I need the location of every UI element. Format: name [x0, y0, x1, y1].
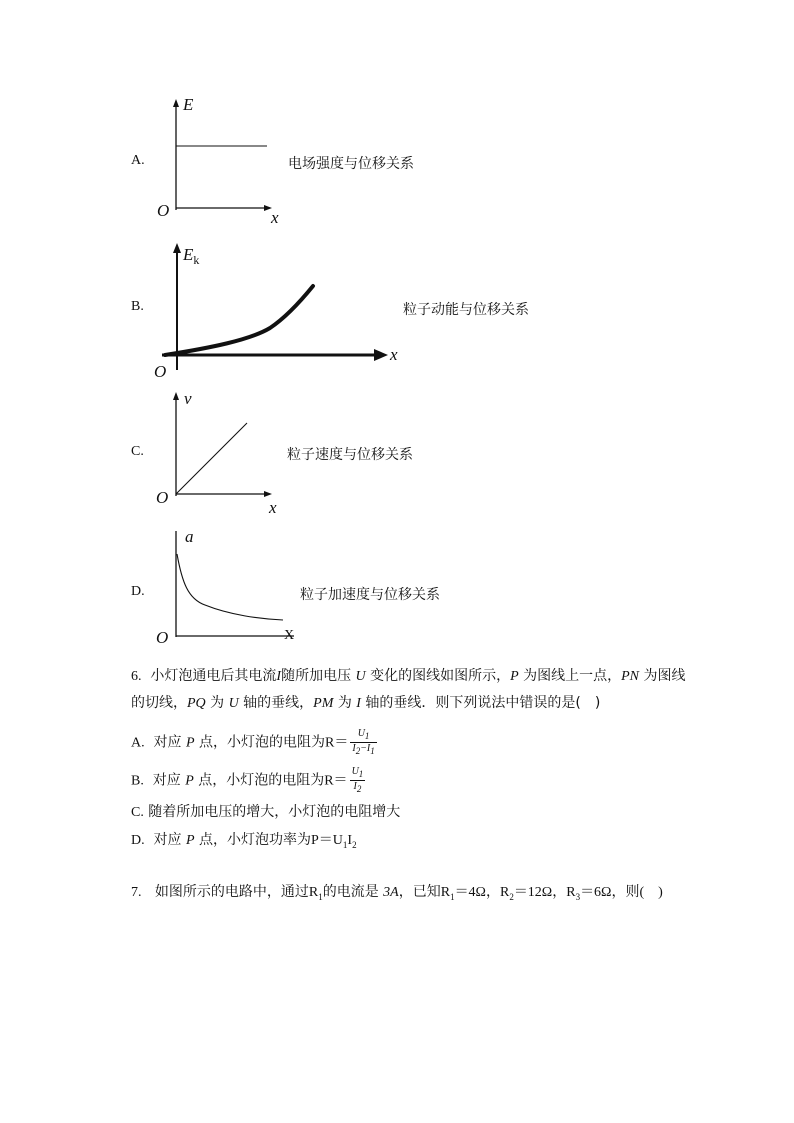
- q7-number: 7.: [131, 885, 142, 900]
- caption-c: 粒子速度与位移关系: [287, 447, 413, 463]
- graph-a: [150, 95, 290, 230]
- q7-line: 7. 如图所示的电路中，通过$R_1$的电流是 3A，已知$R_1=4\Omega$，$R_2=12\Omega$，$R_3=6\Omega$，则( ): [131, 884, 663, 902]
- x-axis-label: x: [271, 208, 279, 227]
- y-axis-label: $E_k$: [183, 245, 200, 267]
- fraction: $\frac{U_1}{I_2}$: [351, 766, 364, 794]
- option-c-letter: C.: [131, 444, 144, 459]
- q6-option-d[interactable]: D. 对应 P 点，小灯泡功率为$P=U_1I_2$: [131, 832, 357, 850]
- y-axis-label: E: [183, 95, 194, 114]
- x-axis-label: X: [284, 628, 295, 643]
- option-b-letter: B.: [131, 299, 144, 314]
- option-d-letter: D.: [131, 584, 145, 599]
- q6-option-a[interactable]: A. 对应 P 点，小灯泡的电阻为R＝ $\frac{U_1}{I_2-I_1}$: [131, 728, 375, 756]
- y-arrow: [173, 243, 181, 253]
- caption-b: 粒子动能与位移关系: [403, 302, 529, 318]
- x-axis-label: x: [390, 345, 398, 364]
- graph-c: [150, 388, 290, 518]
- q6-option-c[interactable]: C. 随着所加电压的增大，小灯泡的电阻增大: [131, 804, 401, 820]
- ek-curve: [165, 286, 313, 355]
- y-axis-label: a: [185, 527, 194, 546]
- x-axis-label: x: [269, 498, 277, 517]
- fraction: $\frac{U_1}{I_2-I_1}$: [352, 728, 375, 756]
- graph-d: [150, 527, 310, 647]
- q6-option-b[interactable]: B. 对应 P 点，小灯泡的电阻为R＝ $\frac{U_1}{I_2}$: [131, 766, 364, 794]
- caption-a: 电场强度与位移关系: [288, 156, 414, 172]
- origin-label: O: [156, 488, 169, 507]
- origin-label: O: [157, 201, 170, 220]
- q6-line2: 的切线，PQ 为 U 轴的垂线，PM 为 I 轴的垂线．则下列说法中错误的是( ): [131, 695, 601, 711]
- origin-label: O: [156, 628, 169, 647]
- velocity-line: [176, 423, 247, 494]
- y-arrow: [173, 99, 179, 107]
- x-arrow: [264, 491, 272, 497]
- option-a-letter: A.: [131, 153, 145, 168]
- q6-line1: 6. 小灯泡通电后其电流I随所加电压 U 变化的图线如图所示，P 为图线上一点，PN 为图线: [131, 668, 686, 684]
- acceleration-curve: [177, 554, 283, 620]
- y-axis-label: v: [184, 389, 192, 408]
- y-arrow: [173, 392, 179, 400]
- origin-label: O: [154, 362, 167, 381]
- x-arrow: [374, 349, 388, 361]
- caption-d: 粒子加速度与位移关系: [300, 587, 440, 603]
- q6-number: 6.: [131, 669, 142, 684]
- graph-b: [150, 240, 410, 380]
